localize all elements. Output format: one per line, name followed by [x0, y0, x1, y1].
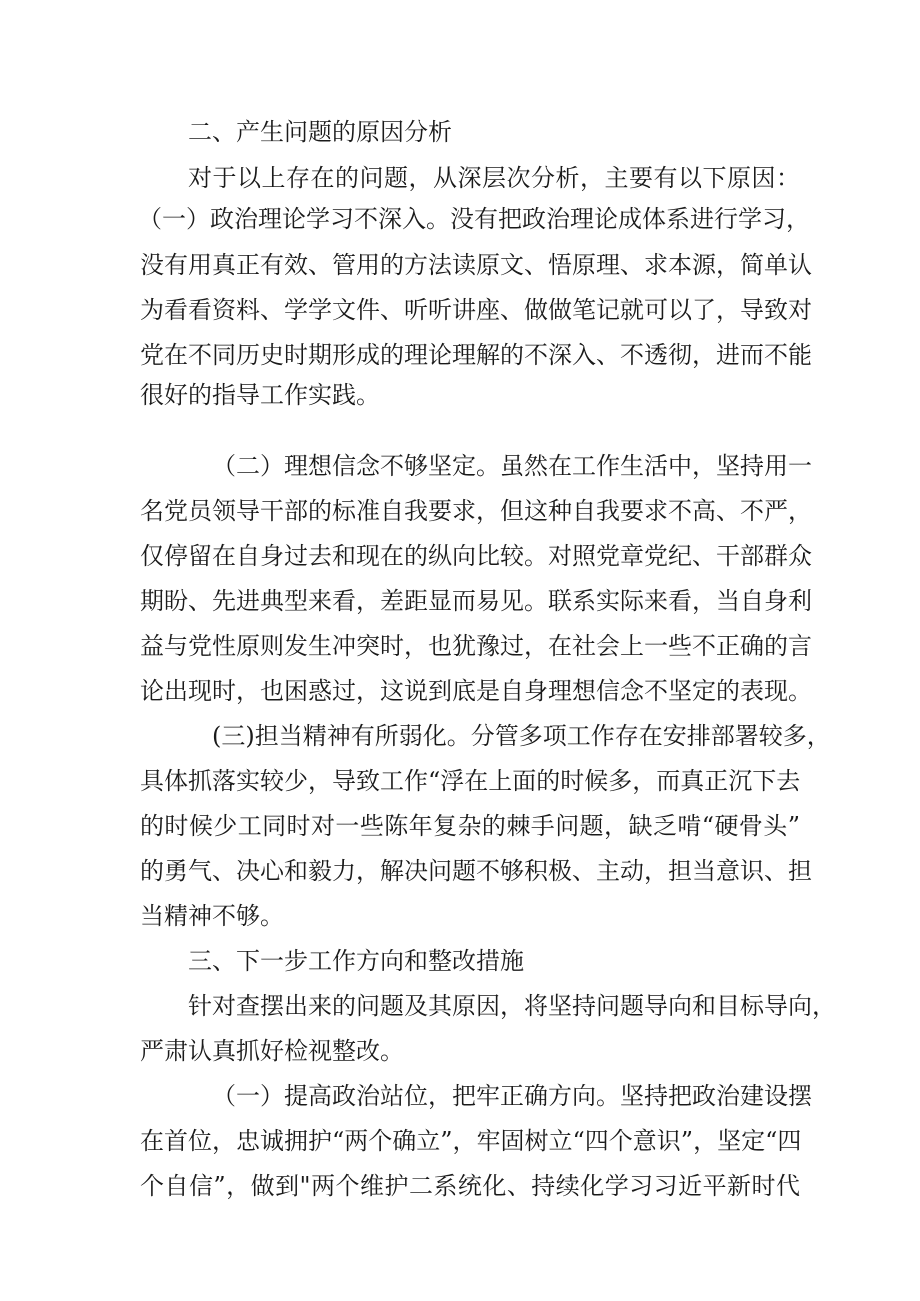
paragraph-line: 期盼、先进典型来看，差距显而易见。联系实际来看，当自身利 — [140, 587, 812, 615]
paragraph-line: （一）政治理论学习不深入。没有把政治理论成体系进行学习， — [138, 205, 810, 233]
paragraph-line: 个自信”，做到"两个维护二系统化、持续化学习习近平新时代 — [140, 1172, 800, 1200]
paragraph-line: 的时候少工同时对一些陈年复杂的棘手问题，缺乏啃“硬骨头” — [140, 812, 800, 840]
paragraph-line: 益与党性原则发生冲突时，也犹豫过，在社会上一些不正确的言 — [140, 632, 812, 660]
paragraph-line: 对于以上存在的问题，从深层次分析，主要有以下原因： — [188, 164, 800, 192]
paragraph-line: 为看看资料、学学文件、听听讲座、做做笔记就可以了，导致对 — [140, 296, 812, 324]
paragraph-line: 很好的指导工作实践。 — [140, 381, 380, 409]
section-heading-causes: 二、产生问题的原因分析 — [188, 118, 452, 146]
paragraph-line: （一）提高政治站位，把牢正确方向。坚持把政治建设摆 — [212, 1082, 812, 1110]
paragraph-line: 名党员领导干部的标准自我要求，但这种自我要求不高、不严， — [140, 497, 812, 525]
paragraph-line: 党在不同历史时期形成的理论理解的不深入、不透彻，进而不能 — [140, 341, 812, 369]
paragraph-line: (三)担当精神有所弱化。分管多项工作存在安排部署较多， — [212, 722, 831, 750]
paragraph-line: 具体抓落实较少，导致工作“浮在上面的时候多，而真正沉下去 — [140, 767, 801, 795]
paragraph-line: 针对查摆出来的问题及其原因，将坚持问题导向和目标导向， — [188, 992, 836, 1020]
paragraph-line: 的勇气、决心和毅力，解决问题不够积极、主动，担当意识、担 — [140, 857, 812, 885]
paragraph-line: 论出现时，也困惑过，这说到底是自身理想信念不坚定的表现。 — [140, 677, 812, 705]
section-heading-measures: 三、下一步工作方向和整改措施 — [188, 947, 524, 975]
paragraph-line: （二）理想信念不够坚定。虽然在工作生活中，坚持用一 — [212, 452, 812, 480]
paragraph-line: 当精神不够。 — [140, 902, 284, 930]
paragraph-line: 严肃认真抓好检视整改。 — [140, 1037, 404, 1065]
paragraph-line: 没有用真正有效、管用的方法读原文、悟原理、求本源，简单认 — [140, 251, 812, 279]
paragraph-line: 在首位，忠诚拥护“两个确立”，牢固树立“四个意识”，坚定“四 — [140, 1127, 802, 1155]
paragraph-line: 仅停留在自身过去和现在的纵向比较。对照党章党纪、干部群众 — [140, 542, 812, 570]
